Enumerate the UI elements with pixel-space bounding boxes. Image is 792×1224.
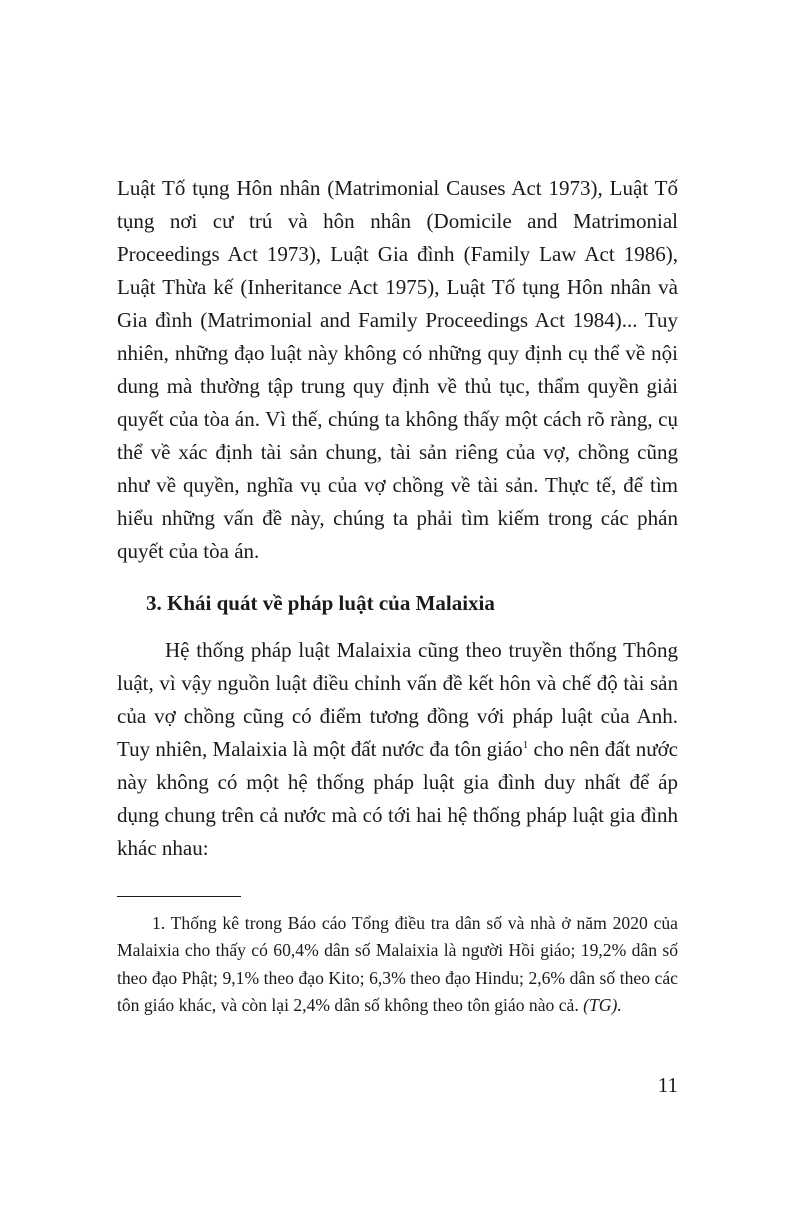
- document-page: [117, 172, 678, 1019]
- footnote-reference[interactable]: 1: [522, 739, 529, 751]
- paragraph-malaysia-legal-system: [117, 634, 678, 865]
- paragraph-family-law-acts: Luật Tố tụng Hôn nhân (Matrimonial Causes Act 1973), Luật Tố tụng nơi cư trú và hôn nhân (Domicile and Matrimonial Proceedings Act 1973), Luật Gia đình (Family Law Act 1986), Luật Thừa kế (Inheritance Act 1975), Luật Tố tụng Hôn nhân và Gia đình (Matrimonial and Family Proceedings Act 1984)... Tuy nhiên, những đạo luật này không có những quy định cụ thể về nội dung mà thường tập trung quy định về thủ tục, thẩm quyền giải quyết của tòa án. Vì thế, chúng ta không thấy một cách rõ ràng, cụ thể về xác định tài sản chung, tài sản riêng của vợ, chồng cũng như về quyền, nghĩa vụ của vợ chồng về tài sản. Thực tế, để tìm hiểu những vấn đề này, chúng ta phải tìm kiếm trong các phán quyết của tòa án.: [117, 176, 678, 563]
- footnote-text: 1. Thống kê trong Báo cáo Tổng điều tra dân số và nhà ở năm 2020 của Malaixia cho thấy có 60,4% dân số Malaixia là người Hồi giáo; 19,2% dân số theo đạo Phật; 9,1% theo đạo Kito; 6,3% theo đạo Hindu; 2,6% dân số theo các tôn giáo khác, và còn lại 2,4% dân số không theo tôn giáo nào cả.: [117, 913, 678, 1015]
- footnote-separator: [117, 896, 241, 897]
- paragraph-text-after-note: cho nên đất nước này không có một hệ thống pháp luật gia đình duy nhất để áp dụng chung trên cả nước mà có tới hai hệ thống pháp luật gia đình khác nhau:: [117, 737, 678, 860]
- page-number: 11: [657, 1073, 678, 1097]
- footnote: [117, 910, 678, 1019]
- footnote-attribution: (TG).: [583, 994, 622, 1015]
- section-heading: 3. Khái quát về pháp luật của Malaixia: [146, 591, 495, 615]
- paragraph-text-before-note: Hệ thống pháp luật Malaixia cũng theo truyền thống Thông luật, vì vậy nguồn luật điều chỉnh vấn đề kết hôn và chế độ tài sản của vợ chồng cũng có điểm tương đồng với pháp luật của Anh. Tuy nhiên, Malaixia là một đất nước đa tôn giáo: [117, 638, 678, 761]
